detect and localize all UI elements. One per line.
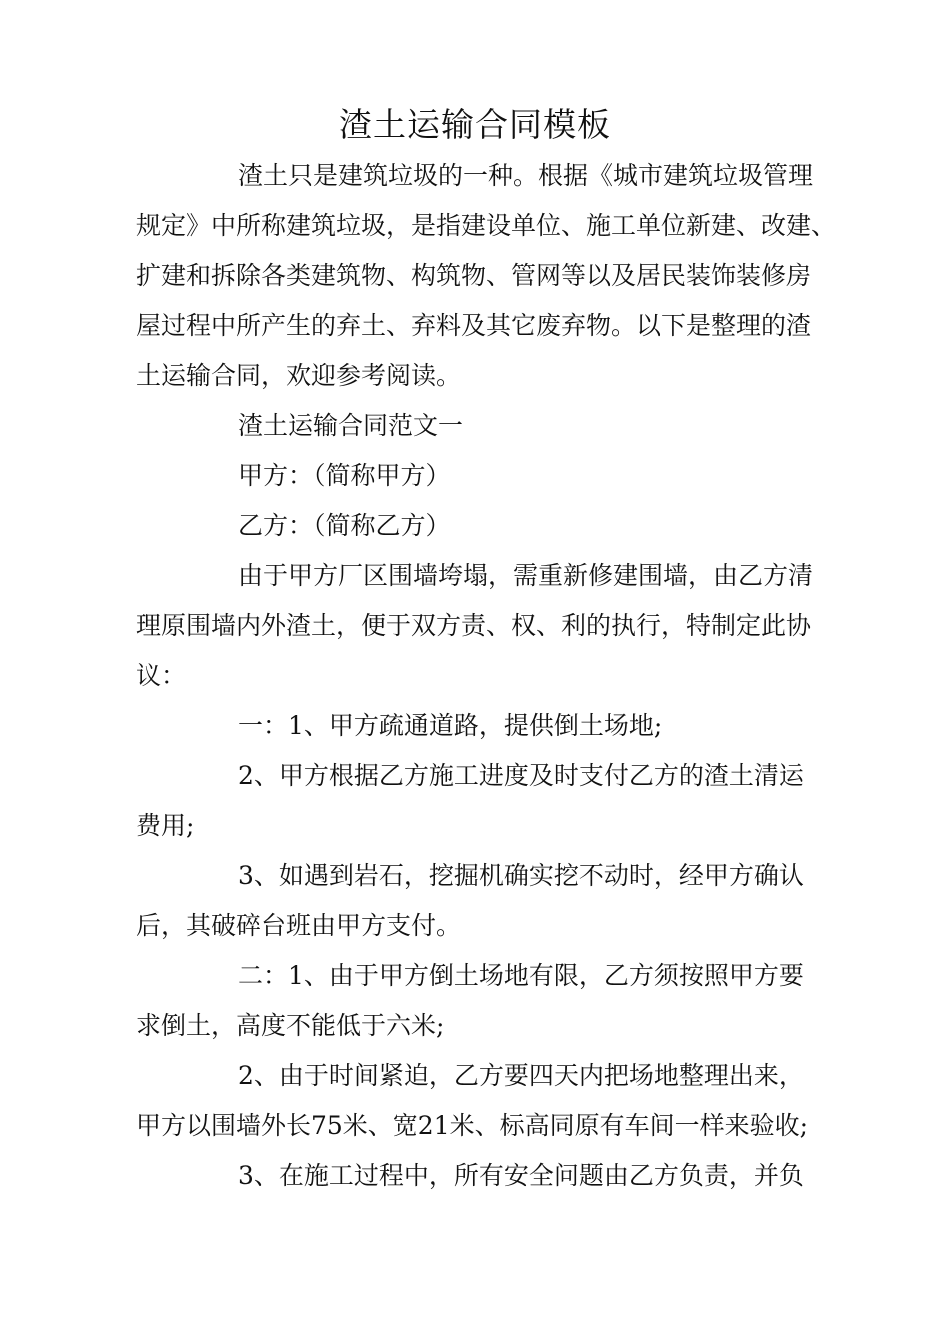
clause-line: 后，其破碎台班由甲方支付。: [136, 911, 462, 940]
clause-line: 二：1、由于甲方倒土场地有限，乙方须按照甲方要: [238, 961, 804, 990]
clause-line: 甲方以围墙外长75米、宽21米、标高同原有车间一样来验收;: [136, 1111, 809, 1140]
paragraph-line: 议：: [136, 661, 187, 690]
clause-line: 一：1、甲方疏通道路，提供倒土场地;: [238, 711, 663, 740]
clause-line: 2、由于时间紧迫，乙方要四天内把场地整理出来，: [238, 1061, 804, 1090]
paragraph-line: 由于甲方厂区围墙垮塌，需重新修建围墙，由乙方清: [238, 561, 814, 590]
paragraph-line: 渣土只是建筑垃圾的一种。根据《城市建筑垃圾管理: [238, 161, 814, 190]
document-title: 渣土运输合同模板: [339, 105, 611, 144]
party-b-line: 乙方：（简称乙方）: [238, 511, 451, 540]
paragraph-line: 扩建和拆除各类建筑物、构筑物、管网等以及居民装饰装修房: [136, 261, 812, 290]
section-heading: 渣土运输合同范文一: [238, 411, 464, 440]
paragraph-line: 土运输合同，欢迎参考阅读。: [136, 361, 462, 390]
paragraph-line: 规定》中所称建筑垃圾，是指建设单位、施工单位新建、改建、: [136, 211, 837, 240]
clause-line: 求倒土，高度不能低于六米;: [136, 1011, 445, 1040]
paragraph-line: 理原围墙内外渣土，便于双方责、权、利的执行，特制定此协: [136, 611, 812, 640]
clause-line: 2、甲方根据乙方施工进度及时支付乙方的渣土清运: [238, 761, 804, 790]
paragraph-line: 屋过程中所产生的弃土、弃料及其它废弃物。以下是整理的渣: [136, 311, 812, 340]
clause-line: 3、如遇到岩石，挖掘机确实挖不动时，经甲方确认: [238, 861, 804, 890]
clause-line: 费用;: [136, 811, 195, 840]
clause-line: 3、在施工过程中，所有安全问题由乙方负责，并负: [238, 1161, 804, 1190]
party-a-line: 甲方：（简称甲方）: [238, 461, 451, 490]
